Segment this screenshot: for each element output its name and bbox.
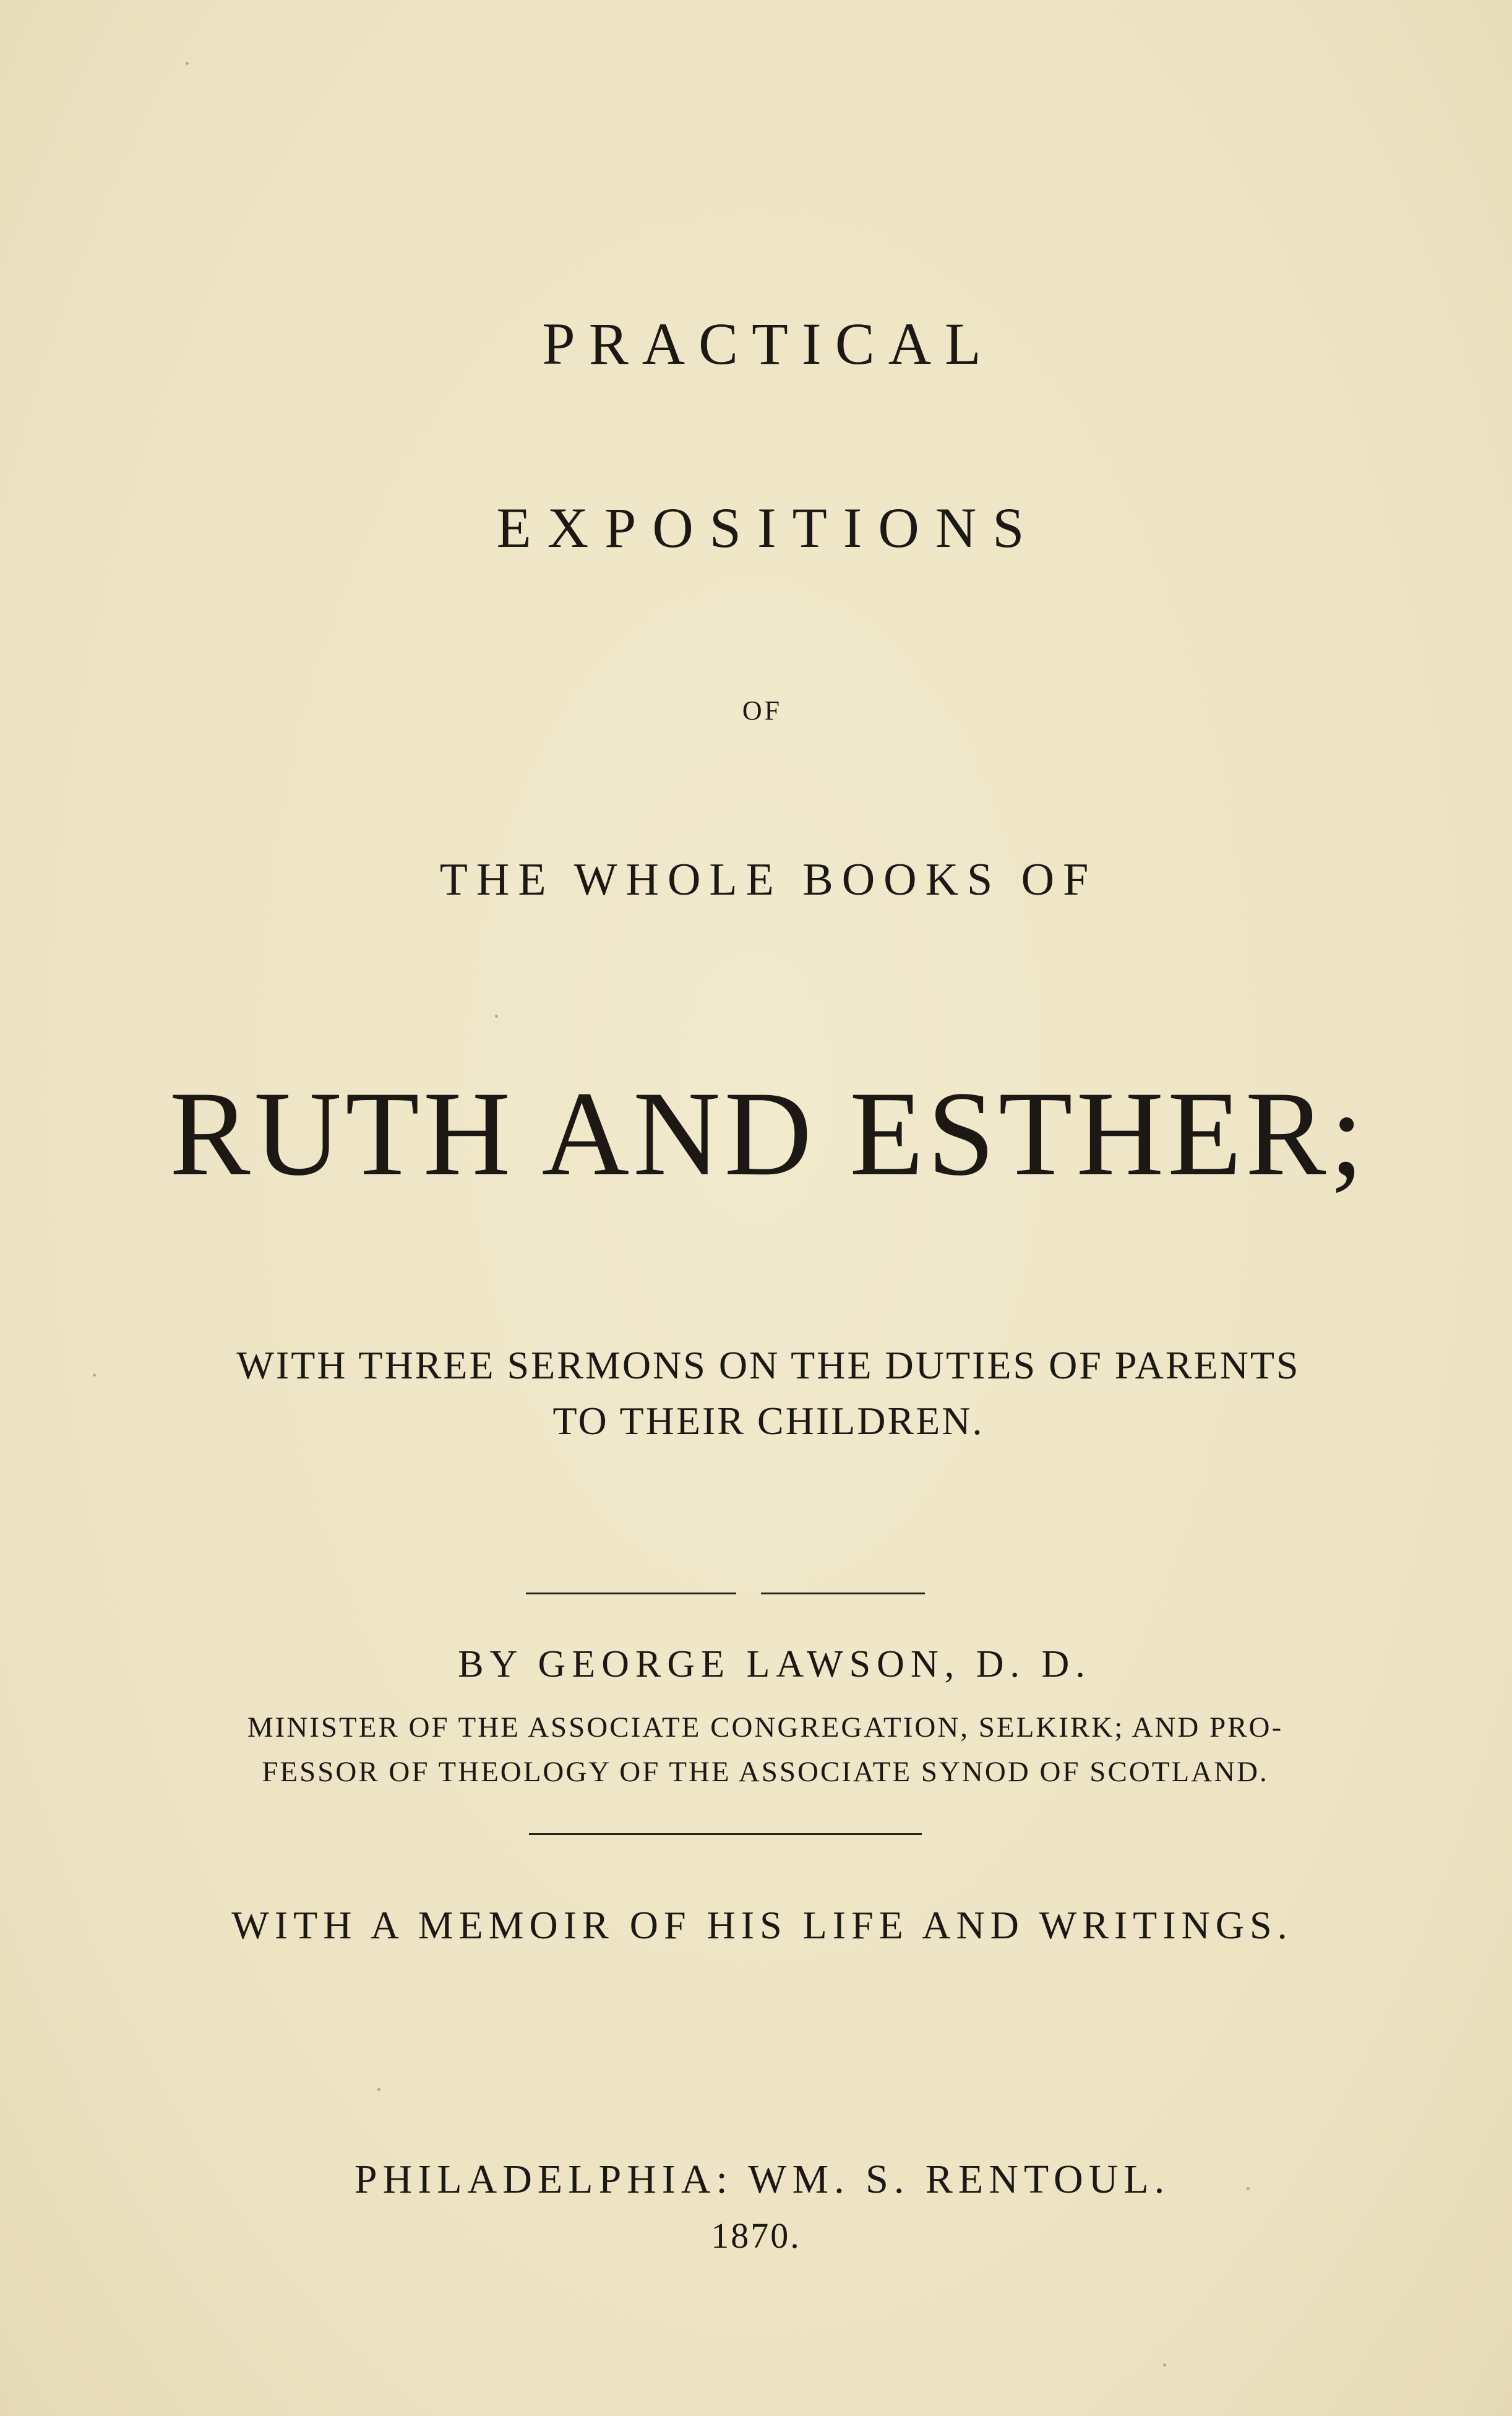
paper-speck (93, 1374, 96, 1377)
paper-speck (1247, 2187, 1250, 2190)
subtitle-line-2: TO THEIR CHILDREN. (552, 1399, 984, 1443)
paper-speck (495, 1015, 498, 1018)
heading-practical: PRACTICAL (542, 311, 995, 377)
publication-year: 1870. (711, 2216, 801, 2256)
author-line: BY GEORGE LAWSON, D. D. (458, 1643, 1091, 1685)
divider-rule (529, 1833, 922, 1835)
author-description-line-2: FESSOR OF THEOLOGY OF THE ASSOCIATE SYNOD OF SCOTLAND. (262, 1756, 1269, 1788)
heading-expositions: EXPOSITIONS (496, 496, 1041, 559)
main-title: RUTH AND ESTHER; (169, 1067, 1368, 1201)
publisher-imprint: PHILADELPHIA: WM. S. RENTOUL. (354, 2157, 1171, 2202)
paper-speck (186, 62, 189, 65)
heading-whole-books: THE WHOLE BOOKS OF (439, 854, 1097, 905)
author-description-line-1: MINISTER OF THE ASSOCIATE CONGREGATION, SELKIRK; AND PRO- (247, 1711, 1284, 1743)
paper-speck (377, 2088, 380, 2091)
memoir-line: WITH A MEMOIR OF HIS LIFE AND WRITINGS. (231, 1903, 1293, 1947)
paper-speck (1163, 2363, 1166, 2367)
divider-rule-right (761, 1593, 925, 1594)
divider-rule-left (526, 1593, 736, 1594)
heading-of: OF (742, 695, 783, 726)
subtitle-line-1: WITH THREE SERMONS ON THE DUTIES OF PARENTS (236, 1343, 1300, 1387)
